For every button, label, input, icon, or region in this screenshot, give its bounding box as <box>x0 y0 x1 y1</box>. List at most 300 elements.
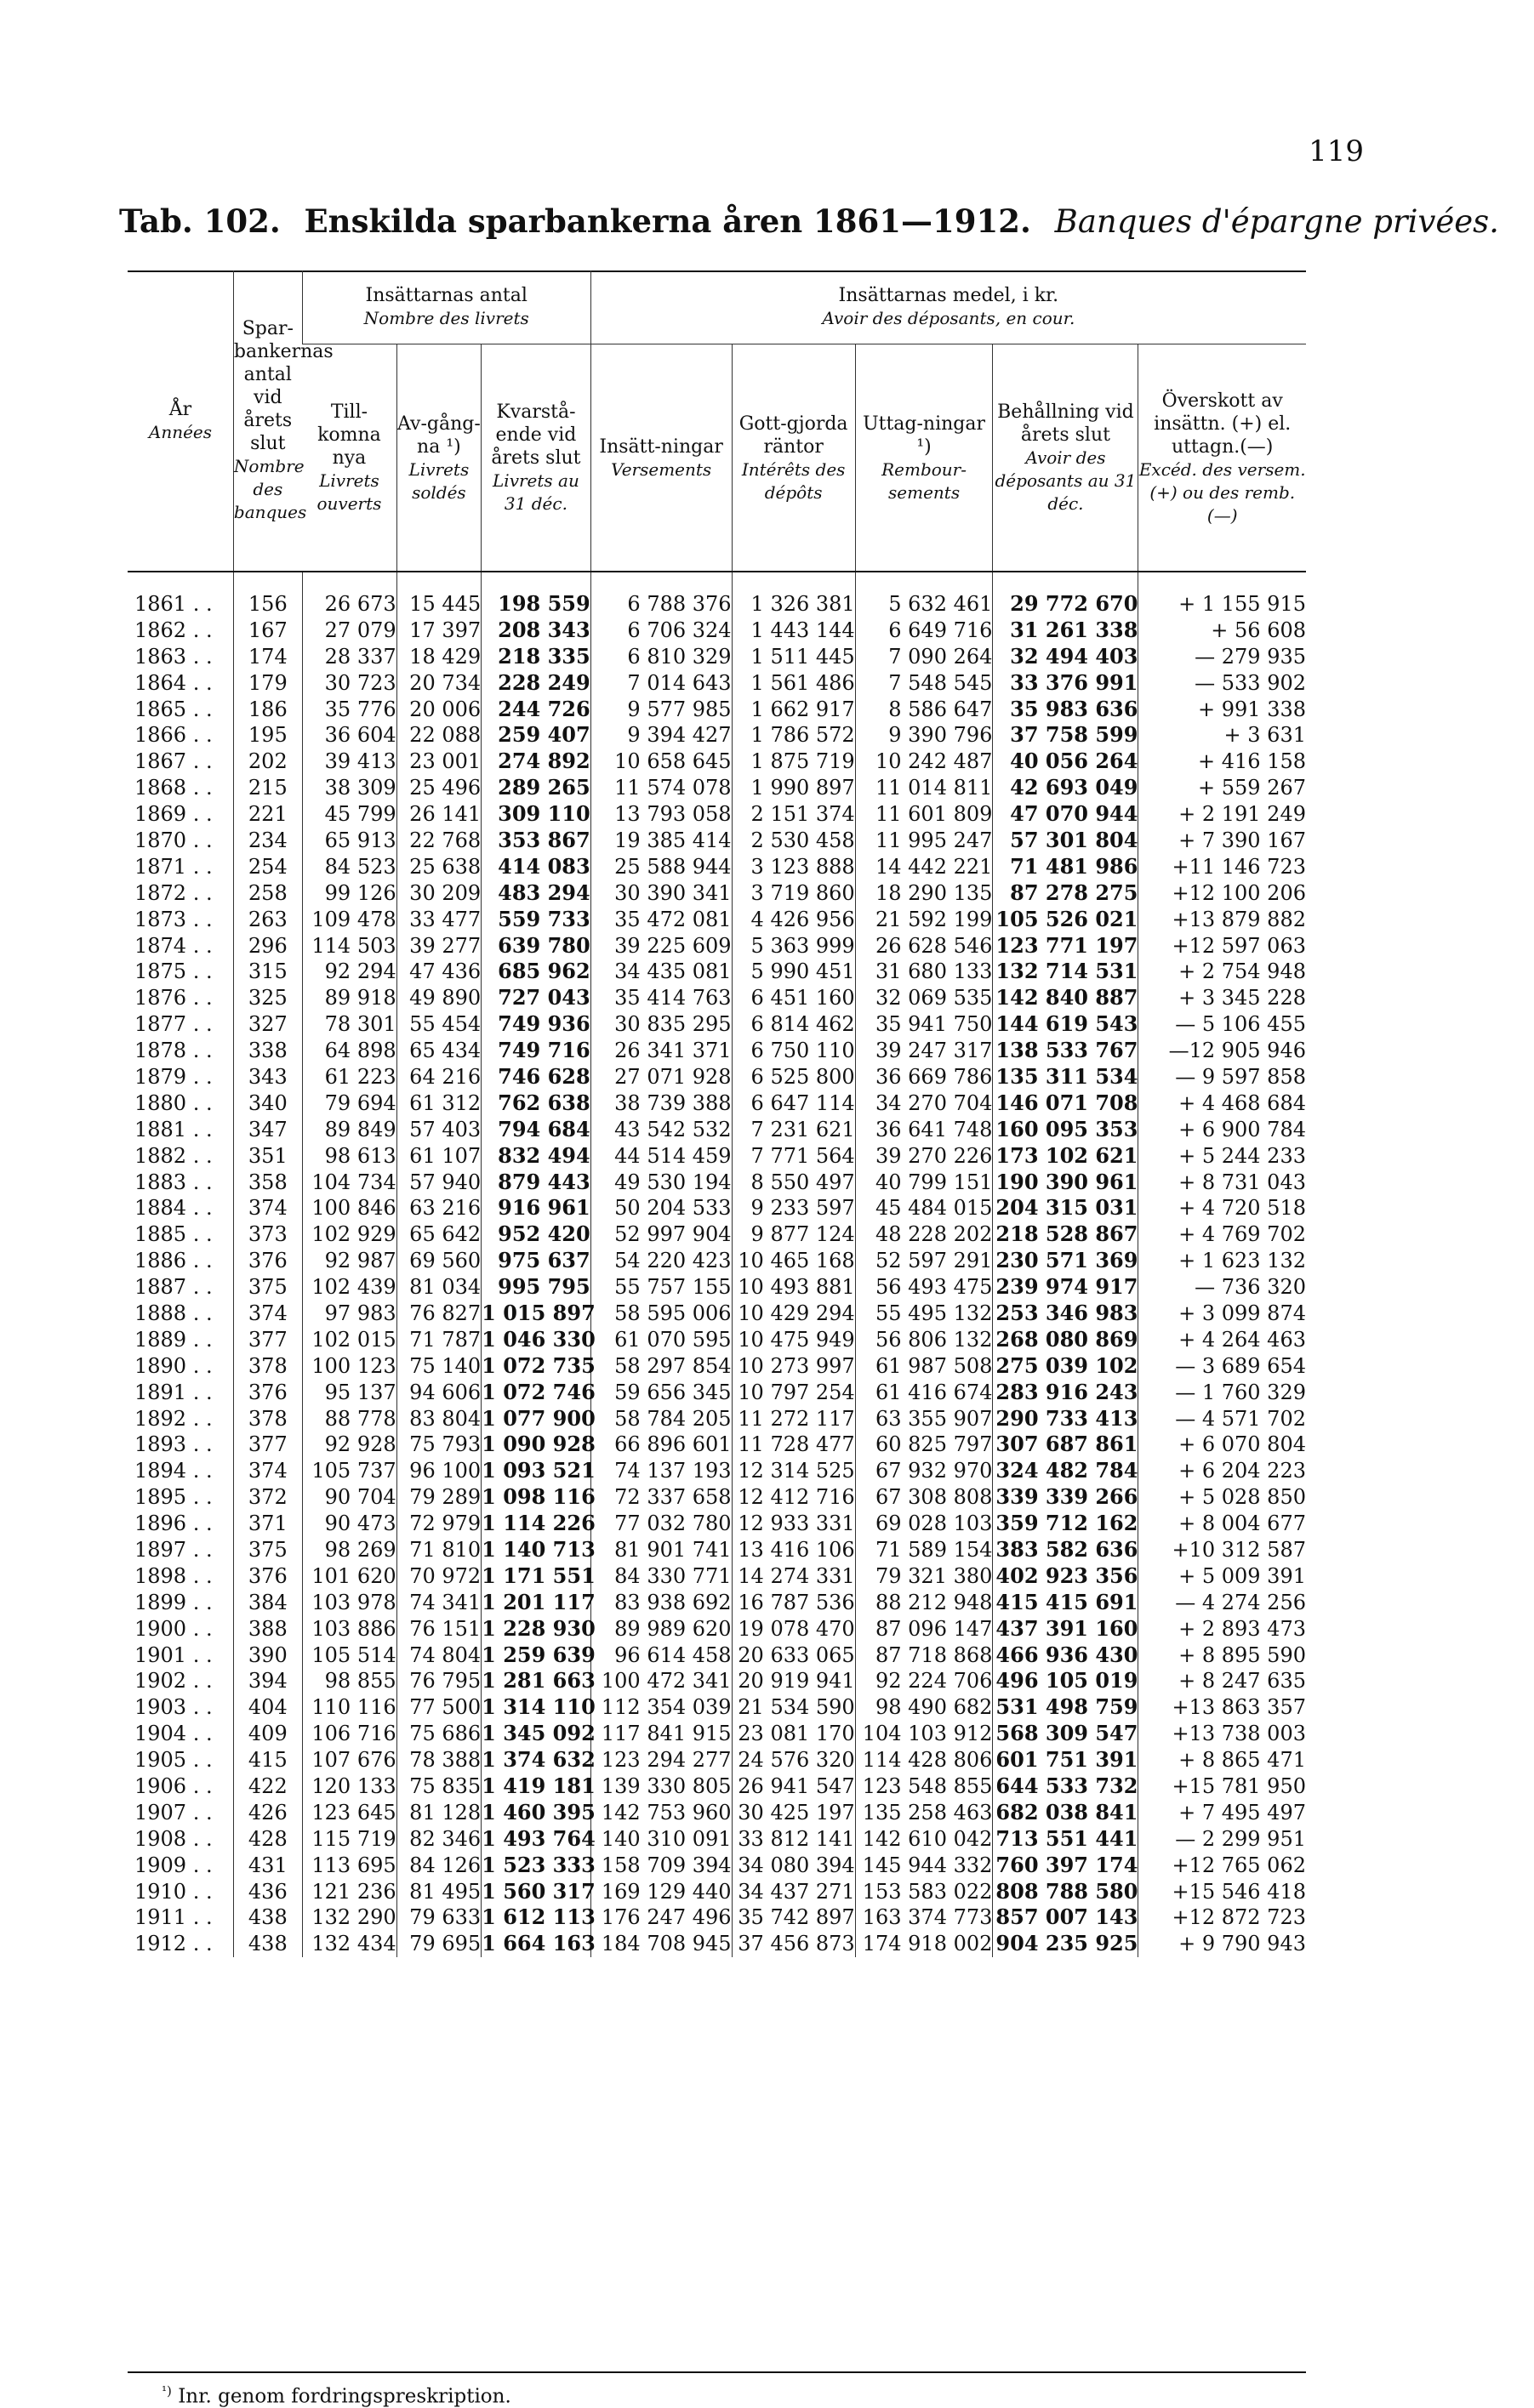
cell-year: 1901 . . <box>134 1642 213 1667</box>
table-row <box>128 906 1306 932</box>
cell-interest: 23 081 170 <box>732 1721 855 1747</box>
cell-withdrawals: 163 374 773 <box>855 1904 993 1931</box>
cell-year: 1898 . . <box>134 1563 213 1588</box>
cell-interest: 6 647 114 <box>732 1090 855 1116</box>
cell-year: 1877 . . <box>134 1012 213 1037</box>
cell-remaining-accounts: 353 867 <box>482 828 591 854</box>
cell-closed-accounts: 22 088 <box>396 722 482 749</box>
cell-banks: 394 <box>233 1668 302 1694</box>
cell-interest: 37 456 873 <box>732 1931 855 1957</box>
cell-remaining-accounts: 1 090 928 <box>482 1432 596 1457</box>
cell-closed-accounts: 81 495 <box>396 1878 482 1904</box>
cell-new-accounts: 92 928 <box>302 1432 396 1458</box>
cell-year: 1895 . . <box>134 1485 213 1510</box>
cell-surplus: + 3 099 874 <box>1138 1301 1306 1327</box>
cell-deposits: 176 247 496 <box>590 1904 732 1931</box>
cell-year: 1886 . . <box>134 1249 213 1273</box>
cell-balance: 173 102 621 <box>993 1142 1138 1169</box>
cell-interest: 21 534 590 <box>732 1694 855 1721</box>
table-row <box>128 801 1306 828</box>
table-row <box>128 932 1306 959</box>
cell-withdrawals: 6 649 716 <box>855 617 993 643</box>
cell-closed-accounts: 76 795 <box>396 1668 482 1694</box>
cell-new-accounts: 114 503 <box>302 932 396 959</box>
header-balance: Behållning vid årets slut Avoir des déposants au 31 déc. <box>993 344 1138 572</box>
cell-banks: 338 <box>233 1038 302 1064</box>
cell-interest: 3 719 860 <box>732 880 855 906</box>
cell-new-accounts: 28 337 <box>302 643 396 669</box>
cell-deposits: 6 788 376 <box>590 572 732 617</box>
cell-closed-accounts: 94 606 <box>396 1379 482 1405</box>
cell-year: 1880 . . <box>134 1090 213 1115</box>
cell-new-accounts: 101 620 <box>302 1563 396 1589</box>
cell-new-accounts: 123 645 <box>302 1799 396 1825</box>
table-row <box>128 643 1306 669</box>
cell-deposits: 66 896 601 <box>590 1432 732 1458</box>
cell-deposits: 11 574 078 <box>590 775 732 801</box>
cell-deposits: 117 841 915 <box>590 1721 732 1747</box>
cell-new-accounts: 100 846 <box>302 1195 396 1221</box>
cell-new-accounts: 99 126 <box>302 880 396 906</box>
cell-surplus: — 2 299 951 <box>1138 1825 1306 1852</box>
header-depositors-group: Insättarnas antal Nombre des livrets <box>302 270 590 344</box>
cell-closed-accounts: 33 477 <box>396 906 482 932</box>
cell-deposits: 59 656 345 <box>590 1379 732 1405</box>
cell-surplus: + 8 004 677 <box>1138 1511 1306 1537</box>
cell-interest: 1 443 144 <box>732 617 855 643</box>
cell-new-accounts: 98 855 <box>302 1668 396 1694</box>
cell-banks: 375 <box>233 1274 302 1301</box>
cell-banks: 372 <box>233 1484 302 1511</box>
cell-banks: 374 <box>233 1458 302 1484</box>
cell-banks: 375 <box>233 1537 302 1563</box>
cell-remaining-accounts: 762 638 <box>482 1090 591 1116</box>
cell-banks: 347 <box>233 1116 302 1142</box>
cell-closed-accounts: 76 151 <box>396 1615 482 1642</box>
cell-surplus: +12 872 723 <box>1138 1904 1306 1931</box>
cell-remaining-accounts: 746 628 <box>482 1064 591 1090</box>
cell-interest: 14 274 331 <box>732 1563 855 1589</box>
cell-interest: 9 233 597 <box>732 1195 855 1221</box>
cell-surplus: + 9 790 943 <box>1138 1931 1306 1957</box>
cell-withdrawals: 104 103 912 <box>855 1721 993 1747</box>
cell-banks: 296 <box>233 932 302 959</box>
cell-interest: 5 363 999 <box>732 932 855 959</box>
cell-withdrawals: 7 548 545 <box>855 669 993 696</box>
cell-remaining-accounts: 794 684 <box>482 1116 591 1142</box>
cell-year: 1881 . . <box>134 1117 213 1141</box>
cell-banks: 426 <box>233 1799 302 1825</box>
table-row <box>128 1773 1306 1800</box>
cell-balance: 466 936 430 <box>993 1642 1138 1668</box>
cell-closed-accounts: 17 397 <box>396 617 482 643</box>
cell-interest: 33 812 141 <box>732 1825 855 1852</box>
cell-new-accounts: 38 309 <box>302 775 396 801</box>
cell-interest: 24 576 320 <box>732 1747 855 1773</box>
cell-closed-accounts: 63 216 <box>396 1195 482 1221</box>
cell-withdrawals: 123 548 855 <box>855 1773 993 1800</box>
cell-closed-accounts: 25 496 <box>396 775 482 801</box>
cell-balance: 33 376 991 <box>993 669 1138 696</box>
cell-year: 1873 . . <box>134 907 213 931</box>
cell-deposits: 49 530 194 <box>590 1169 732 1195</box>
header-banks: Spar-bankernas antal vid årets slut Nombre des banques <box>233 270 302 572</box>
cell-interest: 6 525 800 <box>732 1064 855 1090</box>
cell-withdrawals: 18 290 135 <box>855 880 993 906</box>
table-row <box>128 1747 1306 1773</box>
cell-year: 1906 . . <box>134 1774 213 1799</box>
cell-banks: 258 <box>233 880 302 906</box>
cell-balance: 437 391 160 <box>993 1615 1138 1642</box>
cell-deposits: 26 341 371 <box>590 1038 732 1064</box>
cell-withdrawals: 67 932 970 <box>855 1458 993 1484</box>
cell-balance: 275 039 102 <box>993 1352 1138 1379</box>
table-row <box>128 1274 1306 1301</box>
cell-withdrawals: 11 014 811 <box>855 775 993 801</box>
table-body <box>128 572 1306 1957</box>
cell-deposits: 112 354 039 <box>590 1694 732 1721</box>
cell-surplus: + 8 731 043 <box>1138 1169 1306 1195</box>
cell-new-accounts: 132 434 <box>302 1931 396 1957</box>
table-row <box>128 1301 1306 1327</box>
cell-balance: 190 390 961 <box>993 1169 1138 1195</box>
cell-year: 1912 . . <box>134 1932 213 1956</box>
cell-closed-accounts: 81 034 <box>396 1274 482 1301</box>
cell-surplus: +15 546 418 <box>1138 1878 1306 1904</box>
cell-closed-accounts: 22 768 <box>396 828 482 854</box>
cell-new-accounts: 103 886 <box>302 1615 396 1642</box>
cell-balance: 383 582 636 <box>993 1537 1138 1563</box>
cell-interest: 1 990 897 <box>732 775 855 801</box>
cell-closed-accounts: 75 793 <box>396 1432 482 1458</box>
cell-new-accounts: 97 983 <box>302 1301 396 1327</box>
table-row <box>128 1931 1306 1957</box>
cell-balance: 307 687 861 <box>993 1432 1138 1458</box>
cell-new-accounts: 106 716 <box>302 1721 396 1747</box>
cell-balance: 290 733 413 <box>993 1405 1138 1432</box>
cell-banks: 388 <box>233 1615 302 1642</box>
cell-banks: 377 <box>233 1326 302 1352</box>
header-surplus: Överskott av insättn. (+) el. uttagn.(—) Excéd. des versem. (+) ou des remb. (—) <box>1138 344 1306 572</box>
cell-closed-accounts: 96 100 <box>396 1458 482 1484</box>
cell-year: 1868 . . <box>134 776 213 800</box>
cell-remaining-accounts: 1 314 110 <box>482 1694 596 1720</box>
cell-banks: 404 <box>233 1694 302 1721</box>
cell-interest: 2 530 458 <box>732 828 855 854</box>
cell-year: 1883 . . <box>134 1170 213 1194</box>
cell-deposits: 30 835 295 <box>590 1011 732 1038</box>
cell-interest: 6 814 462 <box>732 1011 855 1038</box>
cell-banks: 371 <box>233 1511 302 1537</box>
cell-surplus: + 6 900 784 <box>1138 1116 1306 1142</box>
cell-remaining-accounts: 218 335 <box>482 643 591 669</box>
cell-closed-accounts: 75 686 <box>396 1721 482 1747</box>
table-row <box>128 1589 1306 1615</box>
cell-withdrawals: 39 270 226 <box>855 1142 993 1169</box>
cell-deposits: 9 394 427 <box>590 722 732 749</box>
cell-withdrawals: 39 247 317 <box>855 1038 993 1064</box>
cell-withdrawals: 40 799 151 <box>855 1169 993 1195</box>
cell-withdrawals: 35 941 750 <box>855 1011 993 1038</box>
cell-surplus: + 8 247 635 <box>1138 1668 1306 1694</box>
cell-banks: 378 <box>233 1405 302 1432</box>
cell-remaining-accounts: 259 407 <box>482 722 591 749</box>
table-row <box>128 1721 1306 1747</box>
table-number: Tab. 102. <box>119 202 281 240</box>
table-row <box>128 853 1306 880</box>
cell-closed-accounts: 75 835 <box>396 1773 482 1800</box>
cell-deposits: 142 753 960 <box>590 1799 732 1825</box>
cell-banks: 431 <box>233 1852 302 1878</box>
cell-deposits: 169 129 440 <box>590 1878 732 1904</box>
cell-interest: 8 550 497 <box>732 1169 855 1195</box>
cell-closed-accounts: 74 804 <box>396 1642 482 1668</box>
cell-withdrawals: 10 242 487 <box>855 749 993 775</box>
cell-surplus: +13 879 882 <box>1138 906 1306 932</box>
cell-deposits: 6 810 329 <box>590 643 732 669</box>
header-withdrawals: Uttag-ningar ¹) Rembour-sements <box>855 344 993 572</box>
cell-surplus: + 4 468 684 <box>1138 1090 1306 1116</box>
cell-withdrawals: 174 918 002 <box>855 1931 993 1957</box>
cell-deposits: 140 310 091 <box>590 1825 732 1852</box>
cell-deposits: 77 032 780 <box>590 1511 732 1537</box>
cell-withdrawals: 135 258 463 <box>855 1799 993 1825</box>
cell-year: 1888 . . <box>134 1301 213 1325</box>
cell-year: 1874 . . <box>134 933 213 958</box>
cell-year: 1869 . . <box>134 802 213 827</box>
cell-surplus: — 5 106 455 <box>1138 1011 1306 1038</box>
cell-banks: 221 <box>233 801 302 828</box>
cell-surplus: + 56 608 <box>1138 617 1306 643</box>
cell-surplus: + 5 009 391 <box>1138 1563 1306 1589</box>
table-row <box>128 1379 1306 1405</box>
cell-surplus: + 3 631 <box>1138 722 1306 749</box>
cell-surplus: +10 312 587 <box>1138 1537 1306 1563</box>
cell-deposits: 89 989 620 <box>590 1615 732 1642</box>
cell-year: 1867 . . <box>134 749 213 774</box>
cell-remaining-accounts: 639 780 <box>482 932 591 959</box>
cell-new-accounts: 88 778 <box>302 1405 396 1432</box>
cell-interest: 30 425 197 <box>732 1799 855 1825</box>
header-new-accounts: Till-komna nya Livrets ouverts <box>316 401 382 514</box>
cell-withdrawals: 11 995 247 <box>855 828 993 854</box>
cell-interest: 12 412 716 <box>732 1484 855 1511</box>
cell-remaining-accounts: 1 419 181 <box>482 1773 596 1799</box>
cell-year: 1893 . . <box>134 1432 213 1457</box>
cell-balance: 601 751 391 <box>993 1747 1138 1773</box>
header-interest: Gott-gjorda räntor Intérêts des dépôts <box>732 344 855 572</box>
cell-deposits: 100 472 341 <box>590 1668 732 1694</box>
cell-balance: 324 482 784 <box>993 1458 1138 1484</box>
cell-surplus: + 8 865 471 <box>1138 1747 1306 1773</box>
cell-remaining-accounts: 685 962 <box>482 959 591 985</box>
cell-year: 1861 . . <box>134 591 213 616</box>
cell-banks: 415 <box>233 1747 302 1773</box>
cell-remaining-accounts: 1 345 092 <box>482 1721 596 1746</box>
table-row <box>128 1195 1306 1221</box>
cell-closed-accounts: 79 289 <box>396 1484 482 1511</box>
cell-interest: 6 451 160 <box>732 985 855 1011</box>
cell-withdrawals: 63 355 907 <box>855 1405 993 1432</box>
table-row <box>128 1432 1306 1458</box>
cell-interest: 1 875 719 <box>732 749 855 775</box>
table-row <box>128 985 1306 1011</box>
cell-deposits: 96 614 458 <box>590 1642 732 1668</box>
cell-surplus: — 4 571 702 <box>1138 1405 1306 1432</box>
cell-closed-accounts: 26 141 <box>396 801 482 828</box>
cell-balance: 37 758 599 <box>993 722 1138 749</box>
cell-balance: 283 916 243 <box>993 1379 1138 1405</box>
cell-balance: 57 301 804 <box>993 828 1138 854</box>
cell-new-accounts: 98 269 <box>302 1537 396 1563</box>
cell-remaining-accounts: 1 374 632 <box>482 1747 596 1773</box>
cell-balance: 904 235 925 <box>993 1931 1138 1957</box>
cell-surplus: — 533 902 <box>1138 669 1306 696</box>
cell-withdrawals: 92 224 706 <box>855 1668 993 1694</box>
cell-closed-accounts: 61 312 <box>396 1090 482 1116</box>
cell-new-accounts: 36 604 <box>302 722 396 749</box>
cell-withdrawals: 36 669 786 <box>855 1064 993 1090</box>
cell-surplus: + 559 267 <box>1138 775 1306 801</box>
cell-new-accounts: 105 514 <box>302 1642 396 1668</box>
cell-withdrawals: 61 987 508 <box>855 1352 993 1379</box>
cell-new-accounts: 90 473 <box>302 1511 396 1537</box>
cell-new-accounts: 27 079 <box>302 617 396 643</box>
table-row <box>128 1064 1306 1090</box>
cell-deposits: 58 595 006 <box>590 1301 732 1327</box>
cell-banks: 422 <box>233 1773 302 1800</box>
cell-surplus: + 2 191 249 <box>1138 801 1306 828</box>
cell-banks: 377 <box>233 1432 302 1458</box>
cell-balance: 40 056 264 <box>993 749 1138 775</box>
table-row <box>128 1825 1306 1852</box>
cell-surplus: + 8 895 590 <box>1138 1642 1306 1668</box>
cell-surplus: + 6 070 804 <box>1138 1432 1306 1458</box>
cell-banks: 376 <box>233 1563 302 1589</box>
cell-remaining-accounts: 879 443 <box>482 1169 591 1195</box>
cell-year: 1863 . . <box>134 644 213 669</box>
table-row <box>128 749 1306 775</box>
cell-withdrawals: 69 028 103 <box>855 1511 993 1537</box>
cell-banks: 436 <box>233 1878 302 1904</box>
cell-deposits: 35 414 763 <box>590 985 732 1011</box>
cell-balance: 123 771 197 <box>993 932 1138 959</box>
cell-deposits: 10 658 645 <box>590 749 732 775</box>
table-row <box>128 1116 1306 1142</box>
cell-surplus: — 4 274 256 <box>1138 1589 1306 1615</box>
cell-banks: 428 <box>233 1825 302 1852</box>
cell-surplus: +11 146 723 <box>1138 853 1306 880</box>
cell-banks: 174 <box>233 643 302 669</box>
title-french: Banques d'épargne privées. <box>1054 203 1499 240</box>
table-row <box>128 1169 1306 1195</box>
cell-withdrawals: 153 583 022 <box>855 1878 993 1904</box>
savings-banks-table <box>128 270 1306 1957</box>
cell-closed-accounts: 83 804 <box>396 1405 482 1432</box>
cell-surplus: +15 781 950 <box>1138 1773 1306 1800</box>
cell-year: 1872 . . <box>134 880 213 905</box>
cell-closed-accounts: 23 001 <box>396 749 482 775</box>
cell-closed-accounts: 55 454 <box>396 1011 482 1038</box>
cell-withdrawals: 145 944 332 <box>855 1852 993 1878</box>
cell-deposits: 54 220 423 <box>590 1248 732 1274</box>
cell-withdrawals: 8 586 647 <box>855 696 993 722</box>
table-row <box>128 1694 1306 1721</box>
cell-interest: 12 933 331 <box>732 1511 855 1537</box>
cell-new-accounts: 35 776 <box>302 696 396 722</box>
table-row <box>128 669 1306 696</box>
cell-interest: 10 273 997 <box>732 1352 855 1379</box>
cell-closed-accounts: 57 403 <box>396 1116 482 1142</box>
table-row <box>128 828 1306 854</box>
cell-surplus: + 7 495 497 <box>1138 1799 1306 1825</box>
cell-year: 1903 . . <box>134 1695 213 1720</box>
cell-interest: 7 771 564 <box>732 1142 855 1169</box>
cell-deposits: 44 514 459 <box>590 1142 732 1169</box>
cell-closed-accounts: 79 633 <box>396 1904 482 1931</box>
cell-interest: 35 742 897 <box>732 1904 855 1931</box>
cell-deposits: 61 070 595 <box>590 1326 732 1352</box>
cell-interest: 10 475 949 <box>732 1326 855 1352</box>
cell-interest: 1 326 381 <box>732 572 855 617</box>
cell-new-accounts: 102 439 <box>302 1274 396 1301</box>
cell-year: 1879 . . <box>134 1064 213 1089</box>
cell-closed-accounts: 18 429 <box>396 643 482 669</box>
cell-remaining-accounts: 1 612 113 <box>482 1904 596 1930</box>
table-title <box>119 202 1513 240</box>
cell-interest: 10 465 168 <box>732 1248 855 1274</box>
cell-withdrawals: 56 493 475 <box>855 1274 993 1301</box>
table-row <box>128 1852 1306 1878</box>
cell-remaining-accounts: 559 733 <box>482 906 591 932</box>
cell-closed-accounts: 82 346 <box>396 1825 482 1852</box>
cell-surplus: + 7 390 167 <box>1138 828 1306 854</box>
cell-remaining-accounts: 198 559 <box>482 572 591 617</box>
cell-withdrawals: 26 628 546 <box>855 932 993 959</box>
cell-banks: 195 <box>233 722 302 749</box>
cell-balance: 402 923 356 <box>993 1563 1138 1589</box>
cell-surplus: + 3 345 228 <box>1138 985 1306 1011</box>
cell-deposits: 74 137 193 <box>590 1458 732 1484</box>
cell-balance: 857 007 143 <box>993 1904 1138 1931</box>
table-row <box>128 1537 1306 1563</box>
cell-new-accounts: 95 137 <box>302 1379 396 1405</box>
cell-balance: 142 840 887 <box>993 985 1138 1011</box>
header-remaining-accounts: Kvarstå-ende vid årets slut Livrets au 31 déc. <box>482 344 591 572</box>
cell-surplus: — 736 320 <box>1138 1274 1306 1301</box>
cell-withdrawals: 67 308 808 <box>855 1484 993 1511</box>
cell-new-accounts: 120 133 <box>302 1773 396 1800</box>
table-row <box>128 1352 1306 1379</box>
cell-new-accounts: 113 695 <box>302 1852 396 1878</box>
cell-remaining-accounts: 1 098 116 <box>482 1484 596 1510</box>
cell-year: 1884 . . <box>134 1196 213 1221</box>
cell-balance: 47 070 944 <box>993 801 1138 828</box>
cell-deposits: 184 708 945 <box>590 1931 732 1957</box>
cell-closed-accounts: 20 734 <box>396 669 482 696</box>
cell-closed-accounts: 25 638 <box>396 853 482 880</box>
cell-interest: 19 078 470 <box>732 1615 855 1642</box>
cell-year: 1866 . . <box>134 723 213 748</box>
cell-remaining-accounts: 952 420 <box>482 1221 591 1248</box>
cell-new-accounts: 89 918 <box>302 985 396 1011</box>
cell-closed-accounts: 75 140 <box>396 1352 482 1379</box>
cell-closed-accounts: 71 787 <box>396 1326 482 1352</box>
cell-withdrawals: 31 680 133 <box>855 959 993 985</box>
header-closed-accounts: Av-gång-na ¹) Livrets soldés <box>396 344 482 572</box>
cell-interest: 5 990 451 <box>732 959 855 985</box>
cell-year: 1878 . . <box>134 1039 213 1063</box>
